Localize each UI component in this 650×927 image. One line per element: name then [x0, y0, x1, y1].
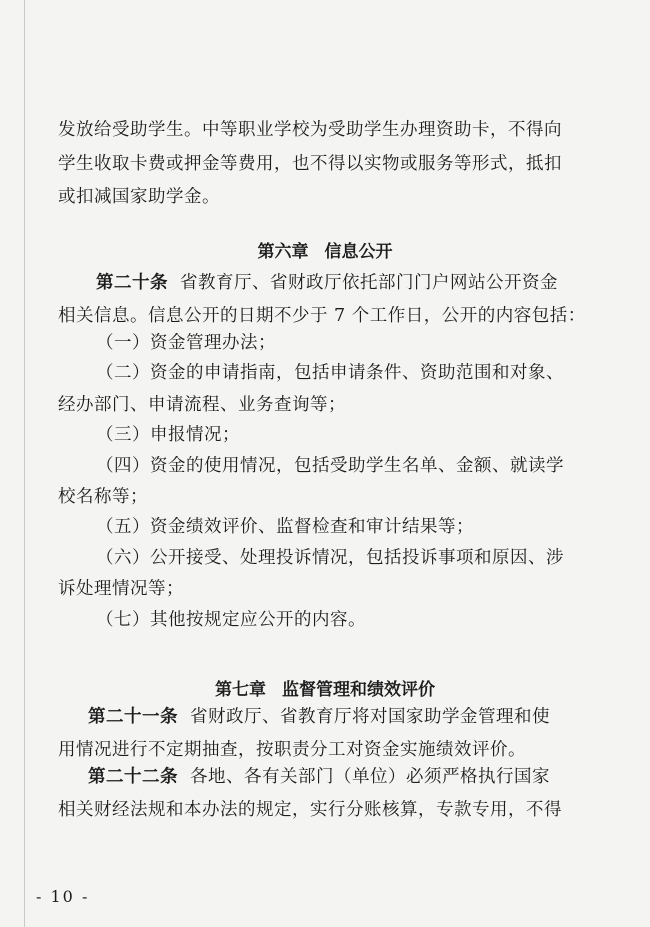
- list-item-6: （六）公开接受、处理投诉情况，包括投诉事项和原因、涉: [96, 548, 564, 568]
- article-22-text-1: 各地、各有关部门（单位）必须严格执行国家: [190, 767, 550, 787]
- list-item-7: （七）其他按规定应公开的内容。: [96, 610, 366, 630]
- article-20-line-2: 相关信息。信息公开的日期不少于 7 个工作日，公开的内容包括：: [58, 306, 586, 326]
- list-item-1: （一）资金管理办法；: [96, 333, 276, 353]
- scan-edge-line: [24, 0, 25, 927]
- article-21-line-1: [88, 706, 578, 728]
- article-22-line-2: 相关财经法规和本办法的规定，实行分账核算，专款专用，不得: [58, 800, 562, 820]
- page-number: - 10 -: [36, 887, 90, 906]
- chapter-6-heading: [0, 241, 650, 263]
- intro-line-1: 发放给受助学生。中等职业学校为受助学生办理资助卡，不得向: [58, 120, 562, 140]
- chapter-6-title: 信息公开: [324, 242, 393, 262]
- article-21-line-2: 用情况进行不定期抽查，按职责分工对资金实施绩效评价。: [58, 740, 526, 760]
- list-item-3: （三）申报情况；: [96, 425, 240, 445]
- list-item-6-cont: 诉处理情况等；: [58, 579, 184, 599]
- article-22-number: 第二十二条: [88, 767, 178, 787]
- article-20-line-1: [96, 272, 578, 294]
- chapter-7-title: 监督管理和绩效评价: [282, 680, 435, 700]
- list-item-2: （二）资金的申请指南，包括申请条件、资助范围和对象、: [96, 363, 564, 383]
- list-item-4: （四）资金的使用情况，包括受助学生名单、金额、就读学: [96, 456, 564, 476]
- article-21-number: 第二十一条: [88, 707, 178, 727]
- article-21-text-1: 省财政厅、省教育厅将对国家助学金管理和使: [190, 707, 550, 727]
- list-item-2-cont: 经办部门、申请流程、业务查询等；: [58, 395, 346, 415]
- article-20-text-1: 省教育厅、省财政厅依托部门门户网站公开资金: [180, 273, 558, 293]
- intro-line-2: 学生收取卡费或押金等费用，也不得以实物或服务等形式，抵扣: [58, 154, 562, 174]
- article-22-line-1: [88, 766, 578, 788]
- list-item-5: （五）资金绩效评价、监督检查和审计结果等；: [96, 517, 474, 537]
- intro-line-3: 或扣减国家助学金。: [58, 187, 220, 207]
- list-item-4-cont: 校名称等；: [58, 487, 148, 507]
- chapter-7-heading: [0, 679, 650, 701]
- article-20-number: 第二十条: [96, 273, 168, 293]
- chapter-7-number: 第七章: [215, 680, 266, 700]
- chapter-6-number: 第六章: [257, 242, 309, 262]
